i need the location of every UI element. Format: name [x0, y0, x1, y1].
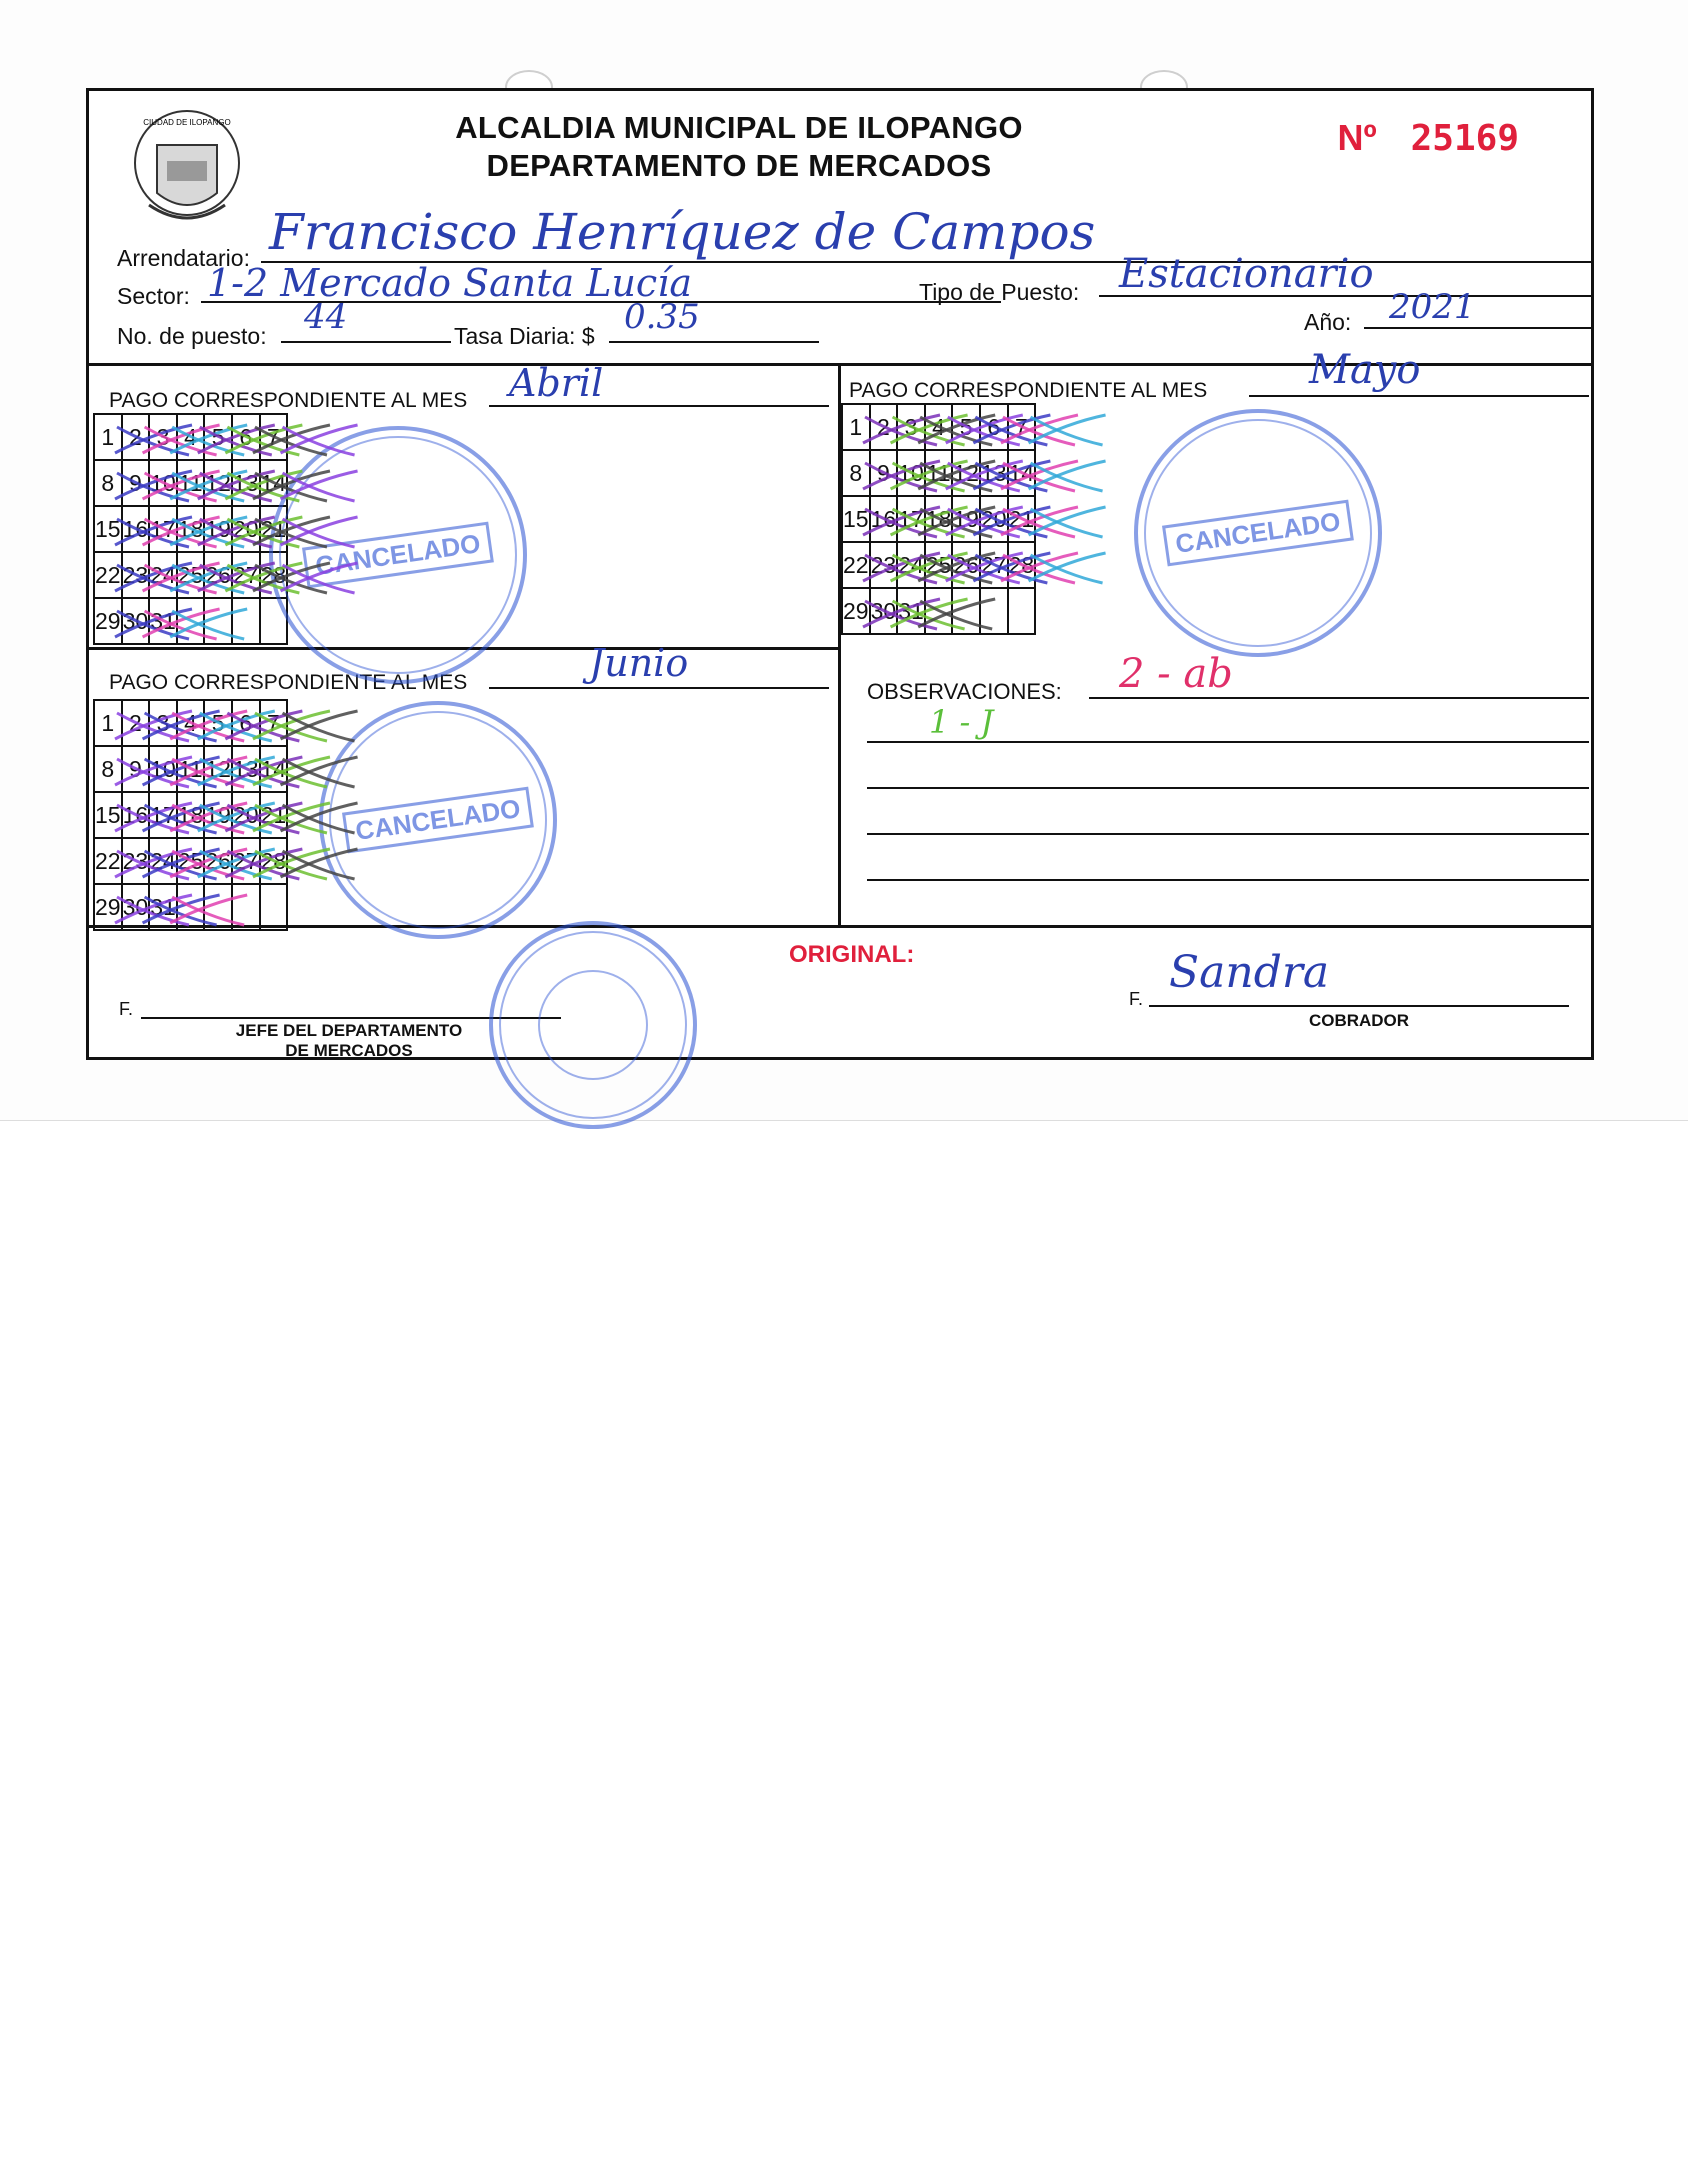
day-number: 1: [101, 423, 115, 450]
day-cell: [980, 496, 1008, 542]
municipal-stamp: [489, 921, 697, 1129]
arrendatario-label: Arrendatario:: [117, 245, 250, 271]
day-cell: [1008, 542, 1036, 588]
day-number: 13: [232, 755, 259, 782]
cancelado-stamp: [266, 423, 527, 684]
tipo-value[interactable]: Estacionario: [1119, 251, 1374, 297]
title-line-2: DEPARTAMENTO DE MERCADOS: [486, 148, 992, 183]
day-number: 3: [156, 423, 170, 450]
month-line: [489, 405, 829, 407]
anio-line: [1364, 327, 1591, 329]
day-cell: [177, 552, 205, 598]
day-cell: [980, 404, 1008, 450]
day-cell: [870, 404, 898, 450]
day-number: 21: [260, 515, 287, 542]
day-number: 19: [205, 515, 231, 542]
day-number: 23: [122, 561, 149, 588]
observaciones-line: [867, 833, 1589, 835]
day-number: 24: [150, 561, 176, 588]
day-number: 31: [898, 597, 924, 624]
empty-cell: [232, 598, 260, 644]
jefe-line-1: JEFE DEL DEPARTAMENTO: [235, 1021, 463, 1040]
number-value: 25169: [1410, 118, 1519, 159]
day-cell: [232, 746, 260, 792]
day-number: 28: [260, 561, 287, 588]
day-number: 13: [232, 469, 259, 496]
day-cell: [897, 542, 925, 588]
day-number: 12: [205, 469, 231, 496]
day-number: 24: [898, 551, 924, 578]
day-number: 3: [156, 709, 170, 736]
day-cell: [122, 792, 150, 838]
day-cell: [952, 404, 980, 450]
day-cell: [122, 460, 150, 506]
day-cell: [232, 506, 260, 552]
day-cell: [149, 700, 177, 746]
day-cell: [122, 746, 150, 792]
day-cell: [149, 460, 177, 506]
day-number: 11: [926, 459, 951, 486]
day-cell: [870, 496, 898, 542]
empty-cell: [1008, 588, 1036, 634]
empty-cell: [177, 884, 205, 930]
arrendatario-value[interactable]: Francisco Henríquez de Campos: [269, 203, 1096, 261]
day-number: 14: [260, 469, 287, 496]
month-label: PAGO CORRESPONDIENTE AL MES: [109, 671, 468, 694]
day-cell: [842, 542, 870, 588]
day-cell: [94, 460, 122, 506]
puesto-label: No. de puesto:: [117, 323, 267, 349]
observaciones-line: [1089, 697, 1589, 699]
day-cell: [260, 792, 288, 838]
month-name[interactable]: Mayo: [1309, 347, 1421, 393]
sector-value[interactable]: 1-2 Mercado Santa Lucía: [207, 261, 693, 305]
day-number: 29: [95, 893, 121, 920]
day-cell: [122, 506, 150, 552]
day-cell: [94, 746, 122, 792]
day-number: 26: [205, 847, 231, 874]
day-number: 1: [101, 709, 115, 736]
day-number: 4: [932, 413, 945, 440]
day-number: 10: [898, 459, 924, 486]
day-cell: [149, 746, 177, 792]
day-number: 18: [177, 801, 204, 828]
tipo-label: Tipo de Puesto:: [919, 279, 1080, 305]
day-number: 2: [876, 413, 890, 440]
month-line: [1249, 395, 1589, 397]
empty-cell: [204, 884, 232, 930]
day-cell: [149, 506, 177, 552]
day-number: 7: [1014, 413, 1028, 440]
day-number: 3: [904, 413, 918, 440]
day-number: 12: [205, 755, 231, 782]
day-number: 18: [177, 515, 204, 542]
jefe-caption: [189, 1021, 509, 1061]
empty-cell: [232, 884, 260, 930]
day-number: 10: [150, 755, 176, 782]
empty-cell: [260, 884, 288, 930]
day-cell: [204, 414, 232, 460]
day-number: 26: [205, 561, 231, 588]
day-number: 16: [122, 801, 149, 828]
day-cell: [177, 746, 205, 792]
day-number: 18: [925, 505, 952, 532]
day-cell: [260, 414, 288, 460]
day-number: 10: [150, 469, 176, 496]
jefe-line-2: DE MERCADOS: [285, 1041, 413, 1060]
day-cell: [897, 404, 925, 450]
day-cell: [204, 792, 232, 838]
day-number: 8: [849, 459, 863, 486]
observaciones-label: OBSERVACIONES:: [867, 679, 1062, 704]
day-cell: [122, 700, 150, 746]
day-cell: [897, 450, 925, 496]
day-number: 19: [205, 801, 231, 828]
day-cell: [260, 838, 288, 884]
day-number: 29: [843, 597, 869, 624]
day-number: 25: [925, 551, 952, 578]
day-number: 13: [980, 459, 1007, 486]
observaciones-line: [867, 787, 1589, 789]
observaciones-line: [867, 741, 1589, 743]
day-number: 26: [953, 551, 979, 578]
day-number: 12: [953, 459, 979, 486]
day-number: 27: [980, 551, 1007, 578]
day-number: 5: [211, 709, 225, 736]
month-name[interactable]: Abril: [509, 361, 604, 405]
day-number: 23: [122, 847, 149, 874]
day-cell: [925, 450, 953, 496]
anio-label: Año:: [1304, 309, 1352, 335]
day-number: 6: [987, 413, 1001, 440]
day-number: 20: [980, 505, 1007, 532]
day-cell: [204, 700, 232, 746]
month-label: PAGO CORRESPONDIENTE AL MES: [849, 379, 1208, 402]
day-cell: [842, 450, 870, 496]
day-number: 25: [177, 561, 204, 588]
day-cell: [149, 792, 177, 838]
day-cell: [952, 496, 980, 542]
day-number: 5: [211, 423, 225, 450]
day-number: 16: [122, 515, 149, 542]
number-label: Nº: [1337, 117, 1377, 158]
day-cell: [260, 746, 288, 792]
day-cell: [952, 450, 980, 496]
day-cell: [842, 588, 870, 634]
day-number: 25: [177, 847, 204, 874]
day-cell: [204, 506, 232, 552]
day-cell: [897, 588, 925, 634]
day-cell: [260, 700, 288, 746]
day-number: 20: [232, 515, 259, 542]
month-label: PAGO CORRESPONDIENTE AL MES: [109, 389, 468, 412]
day-cell: [204, 460, 232, 506]
day-cell: [94, 598, 122, 644]
observaciones-note-2[interactable]: 1 - J: [929, 703, 994, 741]
payment-cross-stroke: [1029, 461, 1106, 489]
day-cell: [842, 496, 870, 542]
day-number: 22: [843, 551, 869, 578]
day-cell: [94, 884, 122, 930]
day-number: 31: [150, 893, 176, 920]
day-number: 2: [128, 423, 142, 450]
day-cell: [177, 838, 205, 884]
day-number: 15: [95, 801, 121, 828]
empty-cell: [980, 588, 1008, 634]
day-number: 9: [128, 755, 142, 782]
day-number: 23: [870, 551, 897, 578]
day-cell: [232, 700, 260, 746]
day-number: 1: [849, 413, 863, 440]
day-number: 8: [101, 469, 115, 496]
day-cell: [177, 700, 205, 746]
day-number: 31: [150, 607, 176, 634]
puesto-line: [281, 341, 451, 343]
day-number: 21: [1008, 505, 1035, 532]
day-cell: [1008, 404, 1036, 450]
day-cell: [842, 404, 870, 450]
empty-cell: [925, 588, 953, 634]
municipal-seal-logo: [127, 105, 247, 233]
day-number: 7: [266, 423, 280, 450]
day-number: 17: [898, 505, 924, 532]
day-number: 21: [260, 801, 287, 828]
anio-value[interactable]: 2021: [1389, 287, 1476, 327]
day-cell: [177, 460, 205, 506]
day-cell: [149, 414, 177, 460]
day-cell: [1008, 496, 1036, 542]
day-cell: [122, 414, 150, 460]
f-label-right: F.: [1129, 989, 1144, 1009]
receipt-number: [1337, 117, 1519, 159]
signature-line-right: [1149, 1005, 1569, 1007]
day-cell: [232, 552, 260, 598]
day-cell: [94, 838, 122, 884]
sector-label: Sector:: [117, 283, 190, 309]
title-line-1: ALCALDIA MUNICIPAL DE ILOPANGO: [455, 110, 1023, 145]
tasa-value[interactable]: 0.35: [624, 297, 700, 337]
day-number: 14: [260, 755, 287, 782]
day-number: 30: [122, 607, 149, 634]
page-title: [389, 109, 1089, 185]
day-number: 27: [232, 561, 259, 588]
puesto-value[interactable]: 44: [304, 297, 348, 337]
day-number: 22: [95, 561, 121, 588]
cancelado-stamp: [319, 701, 557, 939]
empty-cell: [952, 588, 980, 634]
day-number: 16: [870, 505, 897, 532]
day-number: 7: [266, 709, 280, 736]
month-line: [489, 687, 829, 689]
day-number: 11: [178, 755, 203, 782]
day-cell: [149, 884, 177, 930]
observaciones-line: [867, 879, 1589, 881]
day-number: 8: [101, 755, 115, 782]
cancelado-stamp: [1134, 409, 1382, 657]
payment-cross-stroke: [283, 713, 355, 741]
day-number: 15: [95, 515, 121, 542]
day-cell: [897, 496, 925, 542]
day-cell: [980, 542, 1008, 588]
day-grid-mayo: [841, 403, 1036, 635]
day-cell: [232, 792, 260, 838]
day-number: 20: [232, 801, 259, 828]
day-cell: [149, 552, 177, 598]
tasa-label: Tasa Diaria: $: [454, 323, 595, 349]
day-cell: [232, 460, 260, 506]
day-number: 29: [95, 607, 121, 634]
day-number: 4: [184, 423, 197, 450]
day-cell: [177, 792, 205, 838]
payment-cross-stroke: [1029, 507, 1106, 535]
day-cell: [980, 450, 1008, 496]
day-cell: [232, 838, 260, 884]
day-number: 4: [184, 709, 197, 736]
day-number: 6: [239, 709, 253, 736]
day-cell: [204, 552, 232, 598]
stamp-text: CANCELADO: [1162, 500, 1354, 567]
day-cell: [925, 404, 953, 450]
day-cell: [925, 496, 953, 542]
day-cell: [1008, 450, 1036, 496]
day-cell: [149, 598, 177, 644]
day-cell: [232, 414, 260, 460]
payment-cross-stroke: [1031, 417, 1103, 445]
day-number: 15: [843, 505, 869, 532]
day-cell: [204, 838, 232, 884]
day-number: 9: [876, 459, 890, 486]
original-label: ORIGINAL:: [789, 941, 915, 968]
payment-cross-stroke: [1031, 555, 1103, 583]
payment-cross-stroke: [281, 711, 358, 739]
day-cell: [870, 542, 898, 588]
f-label-left: F.: [119, 999, 134, 1019]
day-number: 9: [128, 469, 142, 496]
day-number: 11: [178, 469, 203, 496]
day-cell: [122, 552, 150, 598]
day-grid-abril: [93, 413, 288, 645]
stamp-text: CANCELADO: [342, 787, 534, 854]
day-cell: [94, 414, 122, 460]
payment-card: [86, 88, 1594, 1060]
day-cell: [177, 414, 205, 460]
day-cell: [177, 506, 205, 552]
day-cell: [122, 884, 150, 930]
day-cell: [952, 542, 980, 588]
payment-cross-stroke: [1031, 509, 1103, 537]
day-number: 30: [870, 597, 897, 624]
day-number: 22: [95, 847, 121, 874]
day-number: 30: [122, 893, 149, 920]
day-number: 17: [150, 515, 176, 542]
logo-text: CIUDAD DE ILOPANGO: [143, 118, 231, 127]
payment-cross-stroke: [1029, 415, 1106, 443]
payment-cross-stroke: [1029, 553, 1106, 581]
tasa-line: [609, 341, 819, 343]
cobrador-caption: COBRADOR: [1308, 1011, 1410, 1030]
day-number: 28: [260, 847, 287, 874]
day-number: 28: [1008, 551, 1035, 578]
day-cell: [94, 506, 122, 552]
observaciones-note-1[interactable]: 2 - ab: [1119, 651, 1233, 697]
day-cell: [122, 838, 150, 884]
cobrador-signature[interactable]: Sandra: [1169, 947, 1330, 998]
day-number: 6: [239, 423, 253, 450]
divider: [89, 925, 1591, 928]
day-number: 5: [959, 413, 973, 440]
empty-cell: [204, 598, 232, 644]
day-cell: [925, 542, 953, 588]
day-number: 24: [150, 847, 176, 874]
day-cell: [122, 598, 150, 644]
day-number: 14: [1008, 459, 1035, 486]
stamp-text: CANCELADO: [302, 522, 494, 589]
day-cell: [94, 552, 122, 598]
day-number: 2: [128, 709, 142, 736]
day-number: 17: [150, 801, 176, 828]
day-cell: [94, 700, 122, 746]
day-cell: [94, 792, 122, 838]
day-cell: [870, 588, 898, 634]
day-grid-junio: [93, 699, 288, 931]
day-number: 19: [953, 505, 979, 532]
day-cell: [870, 450, 898, 496]
payment-cross-stroke: [1031, 463, 1103, 491]
day-cell: [204, 746, 232, 792]
empty-cell: [177, 598, 205, 644]
day-number: 27: [232, 847, 259, 874]
month-name[interactable]: Junio: [589, 641, 689, 685]
day-cell: [149, 838, 177, 884]
